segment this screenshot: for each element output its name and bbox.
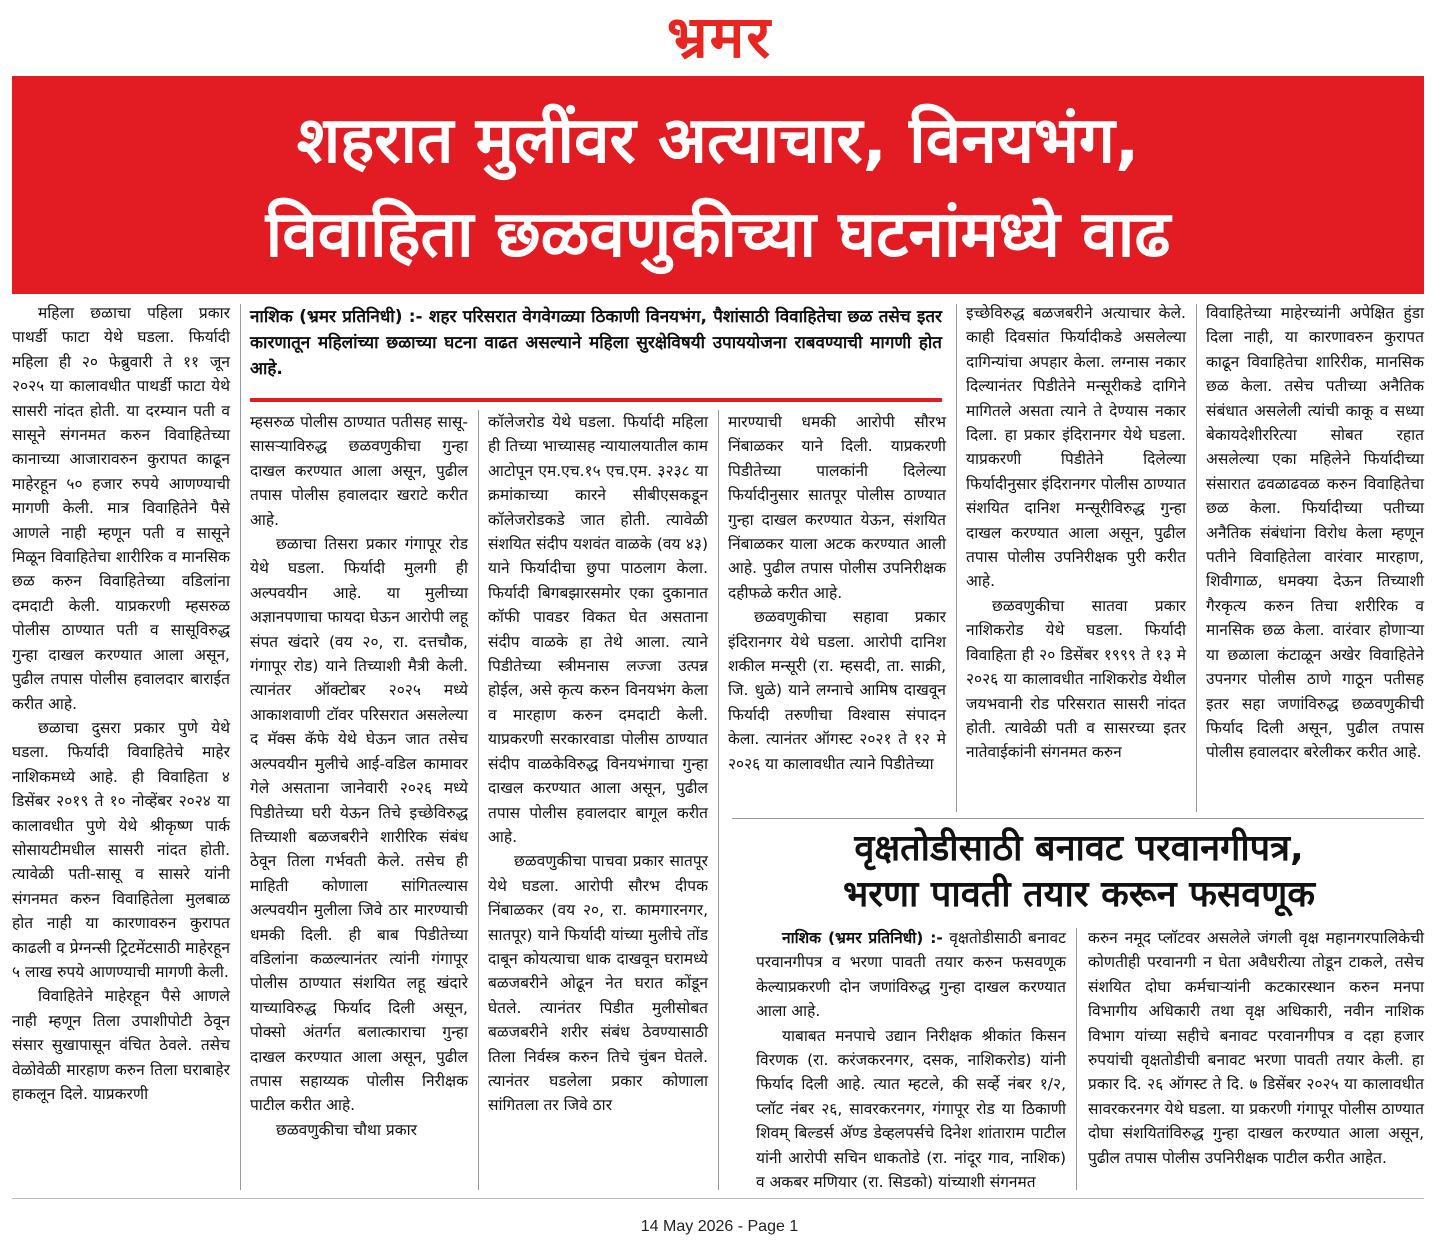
lead-divider bbox=[250, 398, 942, 402]
story2-headline-line-1: वृक्षतोडीसाठी बनावट परवानगीपत्र, bbox=[854, 828, 1304, 869]
column-divider bbox=[718, 410, 719, 1190]
paragraph: विवाहितेच्या माहेरच्यांनी अपेक्षित हुंडा दिला नाही, या कारणावरुन कुरापत काढून विवाहितेचा शारिरीक, मानसिक छळ केला. तसेच पतीच्या अनैतिक संबंधात असलेली त्यांची काकू व सध्या बेकायदेशीररित्या सोबत रहात असलेल्या एका महिलेने फिर्यादीच्या संसारात ढवळाढवळ करुन विवाहितेचा छळ केला. फिर्यादीच्या पतीच्या अनैतिक संबंधांना विरोध केला म्हणून पतीने विवाहितेला वारंवार मारहाण, शिवीगाळ, धमक्या देऊन तिच्याशी गैरकृत्य करुन तिचा शरीरिक व मानसिक छळ केला. वारंवार होणाऱ्या या छळाला कंटाळून अखेर विवाहितेने उपनगर पोलीस ठाणे गाठून पतीसह इतर सहा जणांविरुद्ध छळवणुकीची फिर्याद दिली असून, पुढील तपास पोलीस हवालदार बरेलीकर करीत आहे. bbox=[1206, 304, 1424, 762]
article-column-2 bbox=[250, 410, 468, 1142]
page-footer: 14 May 2026 - Page 1 bbox=[640, 1218, 799, 1235]
headline-banner bbox=[12, 76, 1424, 294]
column-divider bbox=[1076, 928, 1077, 1190]
dateline: नाशिक (भ्रमर प्रतिनिधी) :- bbox=[250, 307, 423, 327]
paragraph bbox=[756, 926, 1066, 1024]
article-column-1 bbox=[12, 301, 230, 1106]
story2-column-a bbox=[756, 926, 1066, 1194]
headline-line-2: विवाहिता छळवणुकीच्या घटनांमध्ये वाढ bbox=[265, 198, 1171, 272]
story2-dateline: नाशिक (भ्रमर प्रतिनिधी) :- bbox=[782, 929, 943, 947]
paragraph: छळवणुकीचा सातवा प्रकार नाशिकरोड येथे घडला. फिर्यादी विवाहिता ही २० डिसेंबर १९९९ ते १३ मे २०२६ या कालावधीत नाशिकरोड येथील जयभवानी रोड परिसरात सासरी नांदत होती. त्यावेळी पती व सासरच्या इतर नातेवाईकांनी संगनमत करुन bbox=[966, 596, 1186, 762]
paragraph: महिला छळाचा पहिला प्रकार पाथर्डी फाटा येथे घडला. फिर्यादी महिला ही २० फेब्रुवारी ते ११ जून २०२५ या कालावधीत पाथर्डी फाटा येथे सासरी नांदत होती. या दरम्यान पती व सासूने संगनमत करुन विवाहितेच्या कानाच्या आजारावरुन कुरापत काढून माहेरहून ५० हजार रुपये आणण्याची मागणी केली. मात्र विवाहितेने पैसे आणले नाही म्हणून पती व सासूने मिळून विवाहितेचा शारीरिक व मानसिक छळ करुन विवाहितेच्या वडिलांना दमदाटी केली. याप्रकरणी म्हसरुळ पोलीस ठाण्यात पती व सासूविरुद्ध गुन्हा दाखल करण्यात आला असून, पुढील तपास पोलीस हवालदार बाराईत करीत आहे. bbox=[12, 304, 230, 713]
article-column-4 bbox=[728, 410, 946, 776]
article-column-6 bbox=[1206, 301, 1424, 765]
lead-paragraph bbox=[250, 304, 942, 382]
story2-lead-text: वृक्षतोडीसाठी बनावट परवानगीपत्र व भरणा पावती तयार करुन फसवणूक केल्याप्रकरणी दोन जणांविरुद्ध गुन्हा दाखल करण्यात आला आहे. bbox=[756, 929, 1066, 1021]
story2-column-b bbox=[1088, 926, 1424, 1170]
page-bottom-rule bbox=[12, 1198, 1424, 1199]
column-divider bbox=[1196, 304, 1197, 812]
paragraph: छळाचा दुसरा प्रकार पुणे येथे घडला. फिर्यादी विवाहितेचे माहेर नाशिकमध्ये आहे. ही विवाहिता ४ डिसेंबर २०१९ ते १० नोव्हेंबर २०२४ या कालावधीत पुणे येथे श्रीकृष्ण पार्क सोसायटीमधील सासरी नांदत होती. त्यावेळी पती-सासू व सासरे यांनी संगनमत करुन विवाहितेला मुलबाळ होत नाही या कारणावरुन कुरापत काढली व प्रेग्नन्सी ट्रिटमेंटसाठी माहेरहून ५ लाख रुपये आणण्याची मागणी केली. bbox=[12, 718, 230, 981]
paragraph: छळाचा तिसरा प्रकार गंगापूर रोड येथे घडला. फिर्यादी मुलगी ही अल्पवयीन आहे. या मुलीच्या अज्ञानपणाचा फायदा घेऊन आरोपी लहू संपत खंदारे (वय २०, रा. दत्तचौक, गंगापूर रोड) याने तिच्याशी मैत्री केली. त्यानंतर ऑक्टोबर २०२५ मध्ये आकाशवाणी टॉवर परिसरात असलेल्या द मॅक्स कॅफे येथे घेऊन जात तसेच अल्पवयीन मुलीचे आई-वडिल कामावर गेले असताना जानेवारी २०२६ मध्ये पिडीतेच्या घरी येऊन तिचे इच्छेविरुद्ध तिच्याशी बळजबरीने शारीरिक संबंध ठेवून तिला गर्भवती केले. तसेच ही माहिती कोणाला सांगितल्यास अल्पवयीन मुलीला जिवे ठार मारण्याची धमकी दिली. ही बाब पिडीतेच्या वडिलांना कळल्यानंतर त्यांनी गंगापूर पोलीस ठाण्यात संशयित लहू खंदारे याच्याविरुद्ध फिर्याद दिली असून, पोक्सो अंतर्गत बलात्काराचा गुन्हा दाखल करण्यात आला असून, पुढील तपास सहाय्यक पोलीस निरीक्षक पाटील करीत आहे. bbox=[250, 535, 468, 1115]
paragraph: इच्छेविरुद्ध बळजबरीने अत्याचार केले. काही दिवसांत फिर्यादीकडे असलेल्या दागिन्यांचा अपहार केला. लग्नास नकार दिल्यानंतर पिडीतेने मन्सूरीकडे दागिने मागितले असता त्याने ते देण्यास नकार दिला. हा प्रकार इंदिरानगर येथे घडला. याप्रकरणी पिडीतेने दिलेल्या फिर्यादीनुसार इंदिरानगर पोलीस ठाण्यात संशयित दानिश मन्सूरीविरुद्ध गुन्हा दाखल करण्यात आला असून, पुढील तपास पोलीस उपनिरीक्षक पुरी करीत आहे. bbox=[966, 304, 1186, 591]
paragraph: मारण्याची धमकी आरोपी सौरभ निंबाळकर याने दिली. याप्रकरणी पिडीतेच्या पालकांनी दिलेल्या फिर्यादीनुसार सातपूर पोलीस ठाण्यात गुन्हा दाखल करण्यात येऊन, संशयित निंबाळकर याला अटक करण्यात आली आहे. पुढील तपास पोलीस उपनिरीक्षक दहीफळे करीत आहे. bbox=[728, 413, 946, 602]
paragraph: करुन नमूद प्लॉटवर असलेले जंगली वृक्ष महानगरपालिकेची कोणतीही परवानगी न घेता अवैधरीत्या तोडून टाकले, तसेच संशयित दोघा कर्मचाऱ्यांनी कटकारस्थान करुन मनपा विभागीय अधिकारी तथा वृक्ष अधिकारी, नवीन नाशिक विभाग यांच्या सहीचे बनावट परवानगीपत्र व दहा हजार रुपयांची वृक्षतोडीची बनावट भरणा पावती तयार केली. हा प्रकार दि. २६ ऑगस्ट ते दि. ७ डिसेंबर २०२५ या कालावधीत सावरकरनगर येथे घडला. या प्रकरणी गंगापूर पोलीस ठाण्यात दोघा संशयितांविरुद्ध गुन्हा दाखल करण्यात आला असून, पुढील तपास पोलीस उपनिरीक्षक पाटील करीत आहेत. bbox=[1088, 929, 1424, 1167]
article-column-3 bbox=[488, 410, 708, 1118]
paragraph: म्हसरुळ पोलीस ठाण्यात पतीसह सासू-सासऱ्याविरुद्ध छळवणुकीचा गुन्हा दाखल करण्यात आला असून, पुढील तपास पोलीस हवालदार खराटे करीत आहे. bbox=[250, 413, 468, 529]
paragraph: छळवणुकीचा चौथा प्रकार bbox=[276, 1120, 417, 1139]
story2-headline bbox=[732, 826, 1426, 918]
column-divider bbox=[240, 304, 241, 1190]
paragraph: विवाहितेने माहेरहून पैसे आणले नाही म्हणून तिला उपाशीपोटी ठेवून संसार सुखापासून वंचित ठेवले. तसेच वेळोवेळी मारहाण करुन तिला घराबाहेर हाकलून दिले. याप्रकरणी bbox=[12, 987, 230, 1103]
paragraph: कॉलेजरोड येथे घडला. फिर्यादी महिला ही तिच्या भाच्यासह न्यायालयातील काम आटोपून एम.एच.१५ एच.एम. ३२३८ या क्रमांकाच्या कारने सीबीएसकडून कॉलेजरोडकडे जात होती. त्यावेळी संशयित संदीप यशवंत वाळके (वय ४३) याने फिर्यादीचा छुपा पाठलाग केला. फिर्यादी बिगबझारसमोर एका दुकानात कॉफी पावडर विकत घेत असताना संदीप वाळके हा तेथे आला. त्याने पिडीतेच्या स्त्रीमनास लज्जा उत्पन्न होईल, असे कृत्य करुन विनयभंग केला व मारहाण करुन दमदाटी केली. याप्रकरणी सरकारवाडा पोलीस ठाण्यात संदीप वाळकेविरुद्ध विनयभंगाचा गुन्हा दाखल करण्यात आला असून, पुढील तपास पोलीस हवालदार बागूल करीत आहे. bbox=[488, 413, 708, 846]
article-column-5 bbox=[966, 301, 1186, 765]
headline-line-1: शहरात मुलींवर अत्याचार, विनयभंग, bbox=[296, 104, 1140, 178]
lead-text: शहर परिसरात वेगवेगळ्या ठिकाणी विनयभंग, पैशांसाठी विवाहितेचा छळ तसेच इतर कारणातून महिलांच्या छळाच्या घटना वाढत असल्याने महिला सुरक्षेविषयी उपाययोजना राबवण्याची मागणी होत आहे. bbox=[250, 307, 942, 379]
story-divider bbox=[732, 818, 1424, 819]
column-divider bbox=[478, 410, 479, 1190]
story2-headline-line-2: भरणा पावती तयार करून फसवणूक bbox=[843, 874, 1315, 915]
masthead-logo bbox=[0, 2, 1439, 72]
paragraph: छळवणुकीचा पाचवा प्रकार सातपूर येथे घडला. आरोपी सौरभ दीपक निंबाळकर (वय २०, रा. कामगारनगर, सातपूर) याने फिर्यादी यांच्या मुलीचे तोंड दाबून कोयत्याचा धाक दाखवून घरामध्ये बळजबरीने ओढून नेत घरात कोंडून घेतले. त्यानंतर पिडीत मुलीसोबत बळजबरीने शरीर संबंध ठेवण्यासाठी तिला निर्वस्त्र करुन तिचे चुंबन घेतले. त्यानंतर घडलेला प्रकार कोणाला सांगितला तर जिवे ठार bbox=[488, 852, 708, 1115]
column-divider bbox=[956, 304, 957, 812]
masthead-title: भ्रमर bbox=[666, 3, 773, 71]
paragraph: याबाबत मनपाचे उद्यान निरीक्षक श्रीकांत किसन विरणक (रा. करंजकरनगर, दसक, नाशिकरोड) यांनी फिर्याद दिली आहे. त्यात म्हटले, की सर्व्हे नंबर १/२, प्लॉट नंबर २६, सावरकरनगर, गंगापूर रोड या ठिकाणी शिवम् बिल्डर्स अ‍ॅण्ड डेव्हलपर्सचे दिनेश शांताराम पाटील यांनी आरोपी सचिन धाकतोडे (रा. नांदूर गाव, नाशिक) व अकबर मणियार (रा. सिडको) यांच्याशी संगनमत bbox=[756, 1026, 1066, 1192]
paragraph: छळवणुकीचा सहावा प्रकार इंदिरानगर येथे घडला. आरोपी दानिश शकील मन्सूरी (रा. म्हसदी, ता. साक्री, जि. धुळे) याने लग्नाचे आमिष दाखवून फिर्यादी तरुणीचा विश्वास संपादन केला. त्यानंतर ऑगस्ट २०२१ ते १२ मे २०२६ या कालावधीत त्याने पिडीतेच्या bbox=[728, 608, 946, 773]
